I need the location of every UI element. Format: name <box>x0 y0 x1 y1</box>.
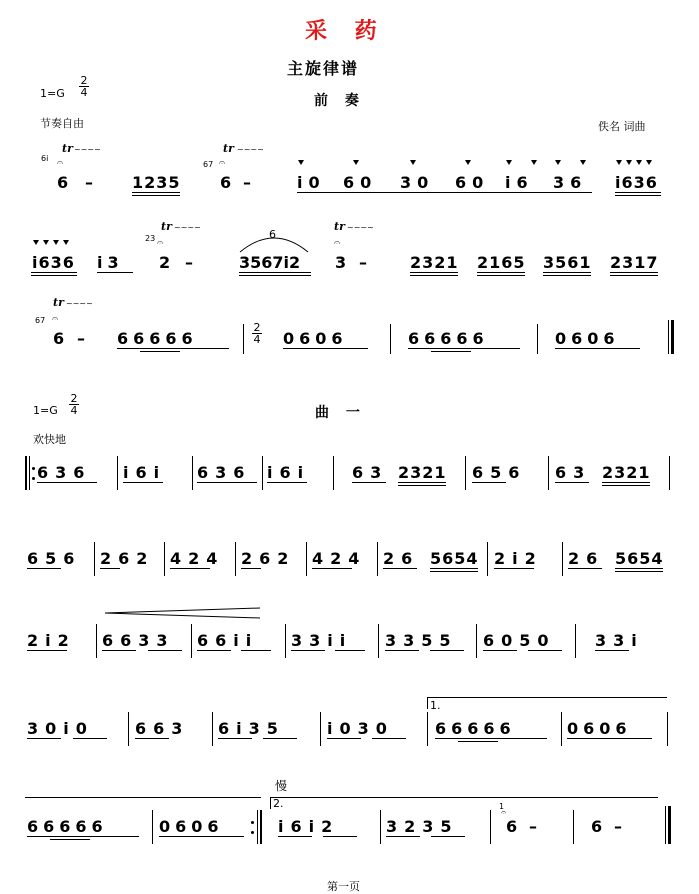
note-group: 30i0 <box>27 719 94 738</box>
barline <box>191 624 192 658</box>
song-system-1 <box>25 440 675 500</box>
note-group: i6i2 <box>278 817 340 836</box>
note-group: 66666 <box>408 329 489 348</box>
underline <box>291 650 325 651</box>
final-barline <box>665 806 666 844</box>
note: 6 <box>53 329 65 348</box>
note-group: 663 <box>135 719 190 738</box>
note: 6 <box>220 173 232 192</box>
trill-mark: tr <box>334 220 345 233</box>
section-intro-title: 前 奏 <box>314 93 365 109</box>
fermata-icon: 𝄐 <box>157 236 164 249</box>
repeat-start-barline <box>25 456 27 490</box>
note-group: 60 <box>343 173 378 192</box>
note-group: 3235 <box>386 817 459 836</box>
note: 6 <box>57 173 69 192</box>
trill-mark: tr <box>53 296 64 309</box>
trill-mark: tr <box>161 220 172 233</box>
dash: – <box>243 173 251 192</box>
intro-key-signature: 1=G <box>40 87 65 100</box>
repeat-end-barline <box>257 810 258 844</box>
time-bottom: 4 <box>253 333 261 346</box>
underline <box>431 836 465 837</box>
barline <box>487 542 488 576</box>
note-group: 6050 <box>483 631 556 650</box>
underline <box>430 571 478 572</box>
time-bottom: 4 <box>70 404 78 417</box>
second-ending-bracket: 2. <box>273 797 284 810</box>
barline <box>96 624 97 658</box>
barline <box>333 456 334 490</box>
trill-wave: ~~~~ <box>174 223 201 232</box>
repeat-start-barline <box>29 456 30 490</box>
grace-note: 1 <box>499 802 505 811</box>
underline <box>430 568 478 569</box>
note-group: 6i35 <box>218 719 285 738</box>
note-group: 66666 <box>27 817 108 836</box>
underline <box>135 738 169 739</box>
underline <box>615 195 661 196</box>
note-group: 2317 <box>610 253 659 272</box>
final-barline <box>668 806 671 844</box>
note-group: i030 <box>327 719 394 738</box>
note-group: 3561 <box>543 253 592 272</box>
underline <box>159 836 244 837</box>
song-key-signature: 1=G <box>33 404 58 417</box>
note-group: i636 <box>32 253 75 272</box>
note-group: 636 <box>37 463 92 482</box>
barline <box>152 810 153 844</box>
underline <box>483 650 517 651</box>
barline <box>575 624 576 658</box>
staccato-icon <box>531 160 537 165</box>
underline <box>372 738 406 739</box>
staccato-icon <box>353 160 359 165</box>
note-group: 1235 <box>132 173 181 192</box>
underline <box>27 650 67 651</box>
underline <box>27 568 61 569</box>
note-group: 63 <box>352 463 389 482</box>
underline <box>283 348 368 349</box>
note-group: 63 <box>555 463 592 482</box>
underline <box>386 836 420 837</box>
barline <box>243 324 244 354</box>
tuplet-number: 6 <box>269 228 276 241</box>
underline <box>615 571 663 572</box>
staccato-icon <box>465 160 471 165</box>
note-group: 36 <box>553 173 588 192</box>
note-group: 0606 <box>159 817 224 836</box>
note-group: 30 <box>400 173 435 192</box>
trill-wave: ~~~~ <box>237 145 264 154</box>
note-group: 5654 <box>430 549 479 568</box>
underline <box>117 348 229 349</box>
underline <box>102 650 136 651</box>
note-group: 262 <box>241 549 296 568</box>
song-system-3 <box>25 608 675 668</box>
page-number: 第一页 <box>327 880 360 893</box>
underline <box>31 272 77 273</box>
barline <box>390 324 391 354</box>
note-group: 26 <box>383 549 420 568</box>
underline <box>170 568 210 569</box>
barline <box>378 624 379 658</box>
underline <box>398 482 446 483</box>
note-group: 2321 <box>398 463 447 482</box>
staccato-icon <box>43 240 49 245</box>
underline <box>37 482 97 483</box>
grace-note: 67 <box>203 160 214 169</box>
note: 2 <box>159 253 171 272</box>
fermata-icon: 𝄐 <box>334 236 341 249</box>
note-group: 60 <box>455 173 490 192</box>
song-system-5 <box>25 794 675 854</box>
underline <box>197 482 257 483</box>
barline <box>128 712 129 746</box>
barline <box>490 810 491 844</box>
underline <box>528 650 562 651</box>
barline <box>548 456 549 490</box>
note-group: 3567i2 <box>239 253 301 272</box>
barline <box>465 456 466 490</box>
underline <box>555 348 640 349</box>
underline <box>31 275 77 276</box>
underline <box>477 272 525 273</box>
note-group: 26 <box>568 549 605 568</box>
staccato-icon <box>506 160 512 165</box>
underline <box>27 738 61 739</box>
underline <box>239 272 311 273</box>
slow-marking: 慢 <box>275 779 288 793</box>
repeat-dot <box>32 467 35 470</box>
underline <box>327 738 361 739</box>
underline <box>410 272 458 273</box>
underline <box>568 568 602 569</box>
underline <box>132 195 180 196</box>
note-group: 3355 <box>385 631 458 650</box>
barline <box>320 712 321 746</box>
underline <box>410 275 458 276</box>
barline <box>94 542 95 576</box>
underline <box>241 650 271 651</box>
song-system-4 <box>25 696 675 756</box>
underline <box>100 568 120 569</box>
note-group: 66ii <box>197 631 259 650</box>
underline <box>323 836 357 837</box>
staccato-icon <box>410 160 416 165</box>
barline <box>573 810 574 844</box>
barline <box>285 624 286 658</box>
staccato-icon <box>555 160 561 165</box>
fermata-icon: 𝄐 <box>219 156 226 169</box>
subtitle: 主旋律谱 <box>287 59 360 78</box>
note-group: 33ii <box>291 631 353 650</box>
tempo-marking-free: 节奏自由 <box>40 117 84 130</box>
underline <box>555 482 589 483</box>
underline <box>595 650 629 651</box>
note-group: 262 <box>100 549 155 568</box>
intro-system-3 <box>25 296 675 356</box>
note-group: i6i <box>267 463 311 482</box>
note-group: i3 <box>97 253 124 272</box>
time-top: 2 <box>70 392 78 405</box>
repeat-dot <box>251 831 254 834</box>
barline <box>377 542 378 576</box>
barline <box>380 810 381 844</box>
trill-wave: ~~~~ <box>74 145 101 154</box>
barline <box>476 624 477 658</box>
underline <box>435 738 547 739</box>
underline <box>567 738 652 739</box>
barline <box>427 712 428 746</box>
underline <box>458 741 498 742</box>
underline <box>494 568 534 569</box>
staccato-icon <box>616 160 622 165</box>
note-group: i636 <box>615 173 658 192</box>
underline <box>610 272 658 273</box>
note-group: 0606 <box>567 719 632 738</box>
underline <box>297 192 592 193</box>
underline <box>267 482 307 483</box>
repeat-dot <box>251 821 254 824</box>
underline <box>312 568 352 569</box>
barline <box>117 456 118 490</box>
trill-mark: tr <box>62 142 73 155</box>
note-group: 2321 <box>410 253 459 272</box>
dash: – <box>85 173 93 192</box>
note-group: 0606 <box>555 329 620 348</box>
note: 6 <box>591 817 603 836</box>
underline <box>27 836 139 837</box>
intro-system-2 <box>25 220 675 280</box>
underline <box>408 348 520 349</box>
underline <box>73 738 107 739</box>
note: 6 <box>506 817 518 836</box>
underline <box>615 568 663 569</box>
repeat-end-barline <box>260 810 262 844</box>
staccato-icon <box>646 160 652 165</box>
barline <box>262 456 263 490</box>
note: 3 <box>335 253 347 272</box>
staccato-icon <box>33 240 39 245</box>
dash: – <box>185 253 193 272</box>
underline <box>140 351 180 352</box>
underline <box>383 568 417 569</box>
trill-mark: tr <box>223 142 234 155</box>
note-group: 424 <box>312 549 367 568</box>
note-group: 6633 <box>102 631 175 650</box>
underline <box>132 192 180 193</box>
note-group: i6 <box>505 173 534 192</box>
underline <box>610 275 658 276</box>
underline <box>218 738 252 739</box>
tempo-marking-lively: 欢快地 <box>33 433 66 446</box>
staccato-icon <box>53 240 59 245</box>
note-group: 656 <box>27 549 82 568</box>
underline <box>148 650 182 651</box>
staccato-icon <box>298 160 304 165</box>
barline <box>235 542 236 576</box>
fermata-icon: 𝄐 <box>57 156 64 169</box>
barline <box>212 712 213 746</box>
underline <box>123 482 163 483</box>
song-time-signature <box>69 393 79 416</box>
fermata-icon: 𝄐 <box>52 312 59 325</box>
time-top: 2 <box>253 321 261 334</box>
time-signature-change <box>252 322 262 345</box>
underline <box>335 650 365 651</box>
underline <box>602 485 650 486</box>
barline <box>562 542 563 576</box>
trill-wave: ~~~~ <box>66 299 93 308</box>
underline <box>615 192 661 193</box>
trill-wave: ~~~~ <box>347 223 374 232</box>
note-group: 2i2 <box>27 631 76 650</box>
staccato-icon <box>580 160 586 165</box>
dash: – <box>359 253 367 272</box>
note-group: 5654 <box>615 549 664 568</box>
underline <box>543 275 591 276</box>
note-group: 2321 <box>602 463 651 482</box>
repeat-dot <box>32 477 35 480</box>
underline <box>602 482 650 483</box>
barline <box>164 542 165 576</box>
note-group: 636 <box>197 463 252 482</box>
first-ending-bracket: 1. <box>430 699 441 712</box>
note-group: 2165 <box>477 253 526 272</box>
dash: – <box>614 817 622 836</box>
note-group: 0606 <box>283 329 348 348</box>
final-barline <box>671 320 674 354</box>
fermata-icon: 𝄐 <box>501 808 507 818</box>
underline <box>430 650 464 651</box>
underline <box>385 650 419 651</box>
underline <box>50 839 90 840</box>
note-group: 66666 <box>435 719 516 738</box>
credit: 佚名 词曲 <box>598 120 646 133</box>
note-group: 656 <box>472 463 527 482</box>
note-group: i0 <box>297 173 326 192</box>
barline <box>192 456 193 490</box>
song-title: 采 药 <box>305 18 387 44</box>
note-group: 2i2 <box>494 549 543 568</box>
underline <box>543 272 591 273</box>
underline <box>278 836 312 837</box>
underline <box>197 650 231 651</box>
grace-note: 67 <box>35 316 46 325</box>
staccato-icon <box>63 240 69 245</box>
note-group: 66666 <box>117 329 198 348</box>
underline <box>97 272 133 273</box>
barline <box>667 712 668 746</box>
barline <box>561 712 562 746</box>
time-bottom: 4 <box>80 86 88 99</box>
underline <box>241 568 261 569</box>
intro-system-1 <box>25 140 675 200</box>
dash: – <box>77 329 85 348</box>
underline <box>239 275 311 276</box>
underline <box>472 482 506 483</box>
section-song-title: 曲 一 <box>315 405 366 421</box>
underline <box>398 485 446 486</box>
barline <box>669 456 670 490</box>
staccato-icon <box>636 160 642 165</box>
note-group: 424 <box>170 549 225 568</box>
underline <box>477 275 525 276</box>
note-group: i6i <box>123 463 167 482</box>
underline <box>263 738 297 739</box>
time-top: 2 <box>80 74 88 87</box>
grace-note: 6i <box>41 154 49 163</box>
underline <box>352 482 386 483</box>
song-system-2 <box>25 526 675 586</box>
final-barline <box>668 320 669 354</box>
dash: – <box>529 817 537 836</box>
note-group: 33i <box>595 631 644 650</box>
barline <box>537 324 538 354</box>
grace-note: 23 <box>145 234 156 243</box>
underline <box>431 351 471 352</box>
intro-time-signature <box>79 75 89 98</box>
barline <box>306 542 307 576</box>
staccato-icon <box>626 160 632 165</box>
